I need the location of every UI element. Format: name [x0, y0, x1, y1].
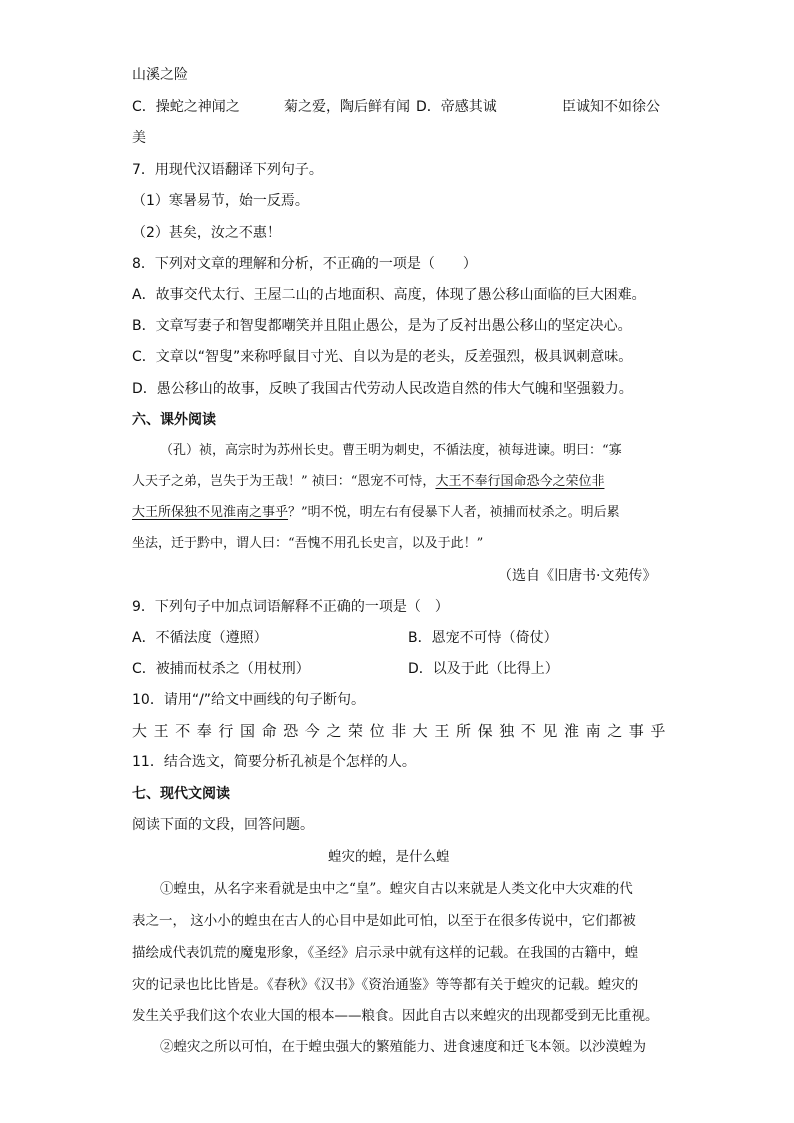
question-9-option-a: A．不循法度（遵照）: [132, 630, 268, 646]
question-8: 8．下列对文章的理解和分析，不正确的一项是（ ）: [132, 256, 477, 272]
reading-instruction: 阅读下面的文段，回答问题。: [132, 817, 314, 833]
option-d: D．帝感其诚: [416, 99, 497, 115]
classical-passage-line: （孔）祯，高宗时为苏州长史。曹王明为刺史，不循法度，祯每进谏。明曰：“寡: [160, 443, 622, 458]
sentence-to-punctuate: 大王不奉行国命恐今之荣位非大王所保独不见淮南之事乎: [132, 722, 673, 740]
article-paragraph-line: 描绘成代表饥荒的魔鬼形象，《圣经》启示录中就有这样的记载。在我国的古籍中，蝗: [132, 945, 639, 961]
option-c-pair: 菊之爱，陶后鲜有闻: [284, 99, 410, 115]
classical-passage-line: 坐法，迁于黔中，谓人曰：“吾愧不用孔长史言，以及于此！”: [132, 536, 484, 551]
option-c: C．操蛇之神闻之: [132, 99, 240, 115]
question-7-2: （2）甚矣，汝之不惠！: [132, 225, 281, 241]
question-8-option-d: D．愚公移山的故事，反映了我国古代劳动人民改造自然的伟大气魄和坚强毅力。: [132, 381, 633, 397]
article-paragraph-line: 灾的记录也比比皆是。《春秋》《汉书》《资治通鉴》等等都有关于蝗灾的记载。蝗灾的: [132, 977, 639, 993]
passage-text: ？”明不悦，明左右有侵暴下人者，祯捕而杖杀之。明后累: [288, 505, 620, 520]
question-10: 10．请用“/”给文中画线的句子断句。: [132, 692, 366, 708]
passage-text: 人天子之弟，岂失于为王哉！” 祯曰：“恩宠不可恃，: [132, 474, 436, 489]
question-8-option-b: B．文章写妻子和智叟都嘲笑并且阻止愚公，是为了反衬出愚公移山的坚定决心。: [132, 318, 632, 334]
text-line: 美: [132, 130, 146, 146]
question-9: 9．下列句子中加点词语解释不正确的一项是（ ）: [132, 599, 449, 615]
question-9-option-b: B．恩宠不可恃（倚仗）: [408, 630, 558, 646]
section-heading-7: 七、现代文阅读: [132, 786, 230, 802]
question-7-1: （1）寒暑易节，始一反焉。: [132, 193, 309, 209]
option-d-pair: 臣诚知不如徐公: [562, 99, 660, 115]
question-8-option-a: A．故事交代太行、王屋二山的占地面积、高度，体现了愚公移山面临的巨大困难。: [132, 287, 646, 303]
article-paragraph-line: 发生关乎我们这个农业大国的根本——粮食。因此自古以来蝗灾的出现都受到无比重视。: [132, 1008, 659, 1024]
question-9-option-c: C．被捕而杖杀之（用杖刑）: [132, 661, 310, 677]
question-8-option-c: C．文章以“智叟”来称呼鼠目寸光、自以为是的老头，反差强烈，极具讽刺意味。: [132, 349, 633, 365]
article-paragraph-line: ②蝗灾之所以可怕，在于蝗虫强大的繁殖能力、进食速度和迁飞本领。以沙漠蝗为: [160, 1039, 646, 1055]
underlined-sentence: 大王所保独不见淮南之事乎: [132, 505, 289, 520]
source-citation: （选自《旧唐书·文苑传》: [498, 568, 657, 584]
article-paragraph-line: 表之一， 这小小的蝗虫在古人的心目中是如此可怕，以至于在很多传说中，它们都被: [132, 913, 636, 929]
underlined-sentence: 大王不奉行国命恐今之荣位非: [435, 474, 605, 489]
options-line: [132, 96, 660, 118]
text-line: 山溪之险: [132, 67, 188, 83]
question-9-option-d: D．以及于此（比得上）: [408, 661, 559, 677]
question-11: 11．结合选文，简要分析孔祯是个怎样的人。: [132, 754, 416, 770]
classical-passage-line: [132, 502, 620, 524]
article-title: 蝗灾的蝗，是什么蝗: [328, 849, 450, 865]
question-7: 7．用现代汉语翻译下列句子。: [132, 162, 323, 178]
article-paragraph-line: ①蝗虫，从名字来看就是虫中之“皇”。蝗灾自古以来就是人类文化中大灾难的代: [160, 881, 633, 897]
section-heading-6: 六、课外阅读: [132, 412, 216, 428]
classical-passage-line: [132, 471, 604, 493]
